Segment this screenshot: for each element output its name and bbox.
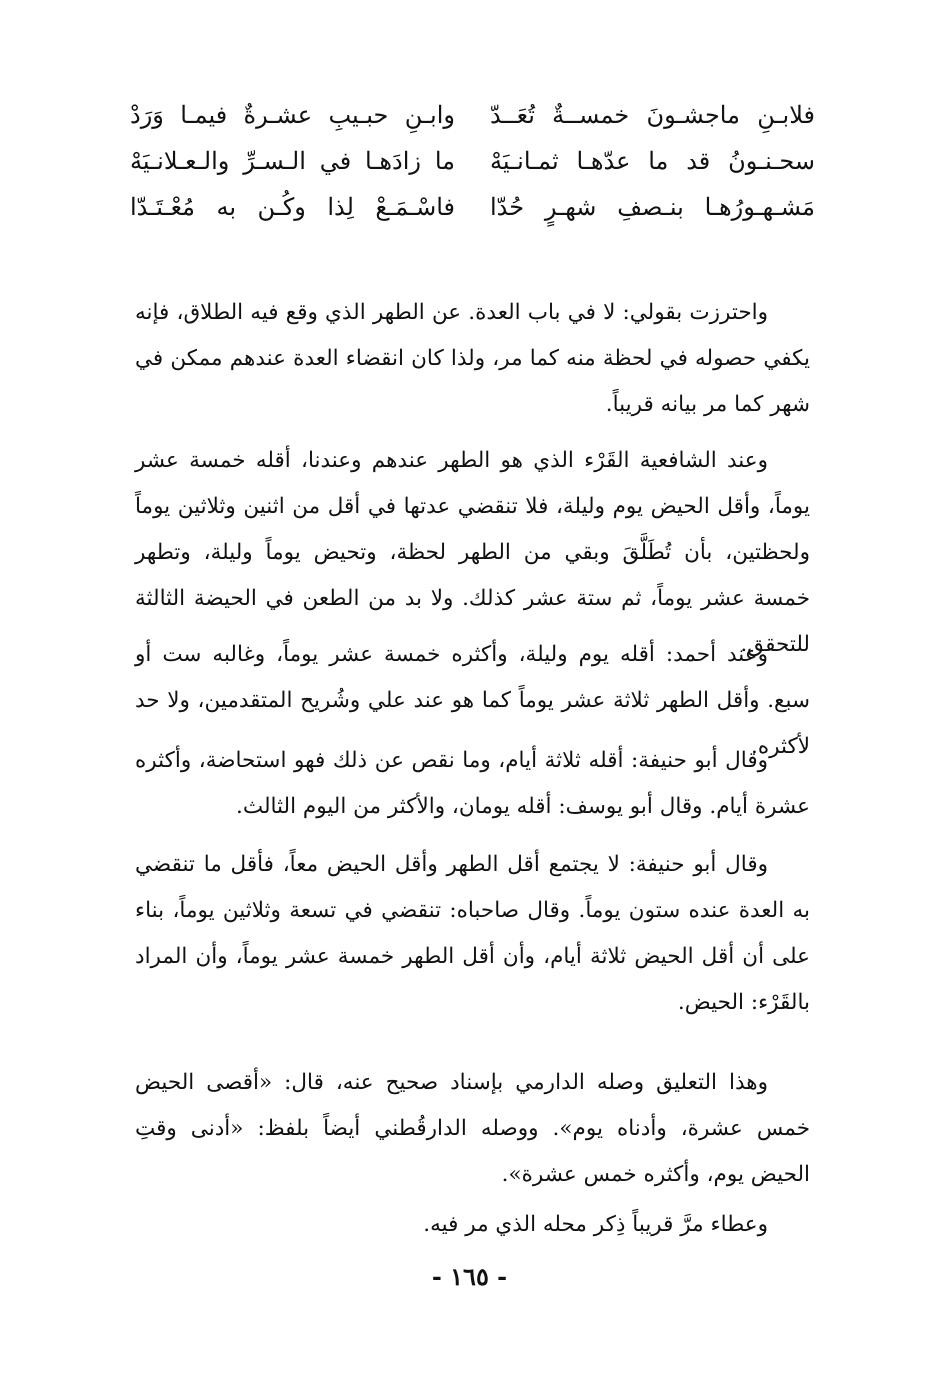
- verse-first-hemistich: مَشـهـورُهـا بنـصفِ شهـرٍ حُدّا: [490, 193, 815, 221]
- poem-block: [130, 92, 815, 230]
- poem-verse: [130, 138, 815, 184]
- verse-first-hemistich: فلابـنِ ماجشـونَ خمســةٌ تُعَــدّ: [490, 101, 815, 129]
- verse-second-hemistich: فاسْـمَـعْ لِذا وكُـن به مُعْـتَـدّا: [130, 193, 455, 221]
- paragraph-ata: وعطاء مرَّ قريباً ذِكر محله الذي مر فيه.: [423, 1212, 768, 1237]
- paragraph-ahmad: وعند أحمد: أقله يوم وليلة، وأكثره خمسة عشر يوماً، وغالبه ست أو سبع. وأقل الطهر ثلاثة عشر يوماً كما هو عند علي وشُريح المتقدمين، ولا حد لأكثره.: [135, 642, 810, 759]
- paragraph-ihtiraz: واحترزت بقولي: لا في باب العدة. عن الطهر الذي وقع فيه الطلاق، فإنه يكفي حصوله في لحظة منه كما مر، ولذا كان انقضاء العدة عندهم ممكن في شهر كما مر بيانه قريباً.: [135, 300, 810, 417]
- paragraph-abu-hanifa-2: وقال أبو حنيفة: لا يجتمع أقل الطهر وأقل الحيض معاً، فأقل ما تنقضي به العدة عنده ستون يوماً. وقال صاحباه: تنقضي في تسعة وثلاثين يوماً، بناء على أن أقل الحيض ثلاثة أيام، وأن أقل الطهر خمسة عشر يوماً، وأن المراد بالقَرْء: الحيض.: [135, 852, 810, 1015]
- verse-second-hemistich: ما زادَهـا في الـسـرِّ والـعـلانـيَهْ: [130, 147, 455, 175]
- paragraph-abu-hanifa-1: وقال أبو حنيفة: أقله ثلاثة أيام، وما نقص عن ذلك فهو استحاضة، وأكثره عشرة أيام. وقال أبو يوسف: أقله يومان، والأكثر من اليوم الثالث.: [135, 748, 810, 819]
- paragraph-shafiiyya: وعند الشافعية القَرْء الذي هو الطهر عندهم وعندنا، أقله خمسة عشر يوماً، وأقل الحيض يوم وليلة، فلا تنقضي عدتها في أقل من اثنين وثلاثين يوماً ولحظتين، بأن تُطَلَّقَ وبقي من الطهر لحظة، وتحيض يوماً وليلة، وتطهر خمسة عشر يوماً، ثم ستة عشر كذلك. ولا بد من الطعن في الحيضة الثالثة للتحقق.: [135, 448, 810, 657]
- poem-verse: [130, 184, 815, 230]
- page-number: - ١٦٥ -: [431, 1262, 508, 1291]
- verse-second-hemistich: وابـنِ حبـيبِ عشـرةٌ فيمـا وَرَدْ: [130, 101, 455, 129]
- poem-verse: [130, 92, 815, 138]
- verse-first-hemistich: سحـنـونُ قد ما عدّهـا ثمـانـيَهْ: [490, 147, 815, 175]
- paragraph-darimi: وهذا التعليق وصله الدارمي بإسناد صحيح عنه، قال: «أقصى الحيض خمس عشرة، وأدناه يوم». ووصله الدارقُطني أيضاً بلفظ: «أدنى وقتِ الحيض يوم، وأكثره خمس عشرة».: [135, 1070, 810, 1187]
